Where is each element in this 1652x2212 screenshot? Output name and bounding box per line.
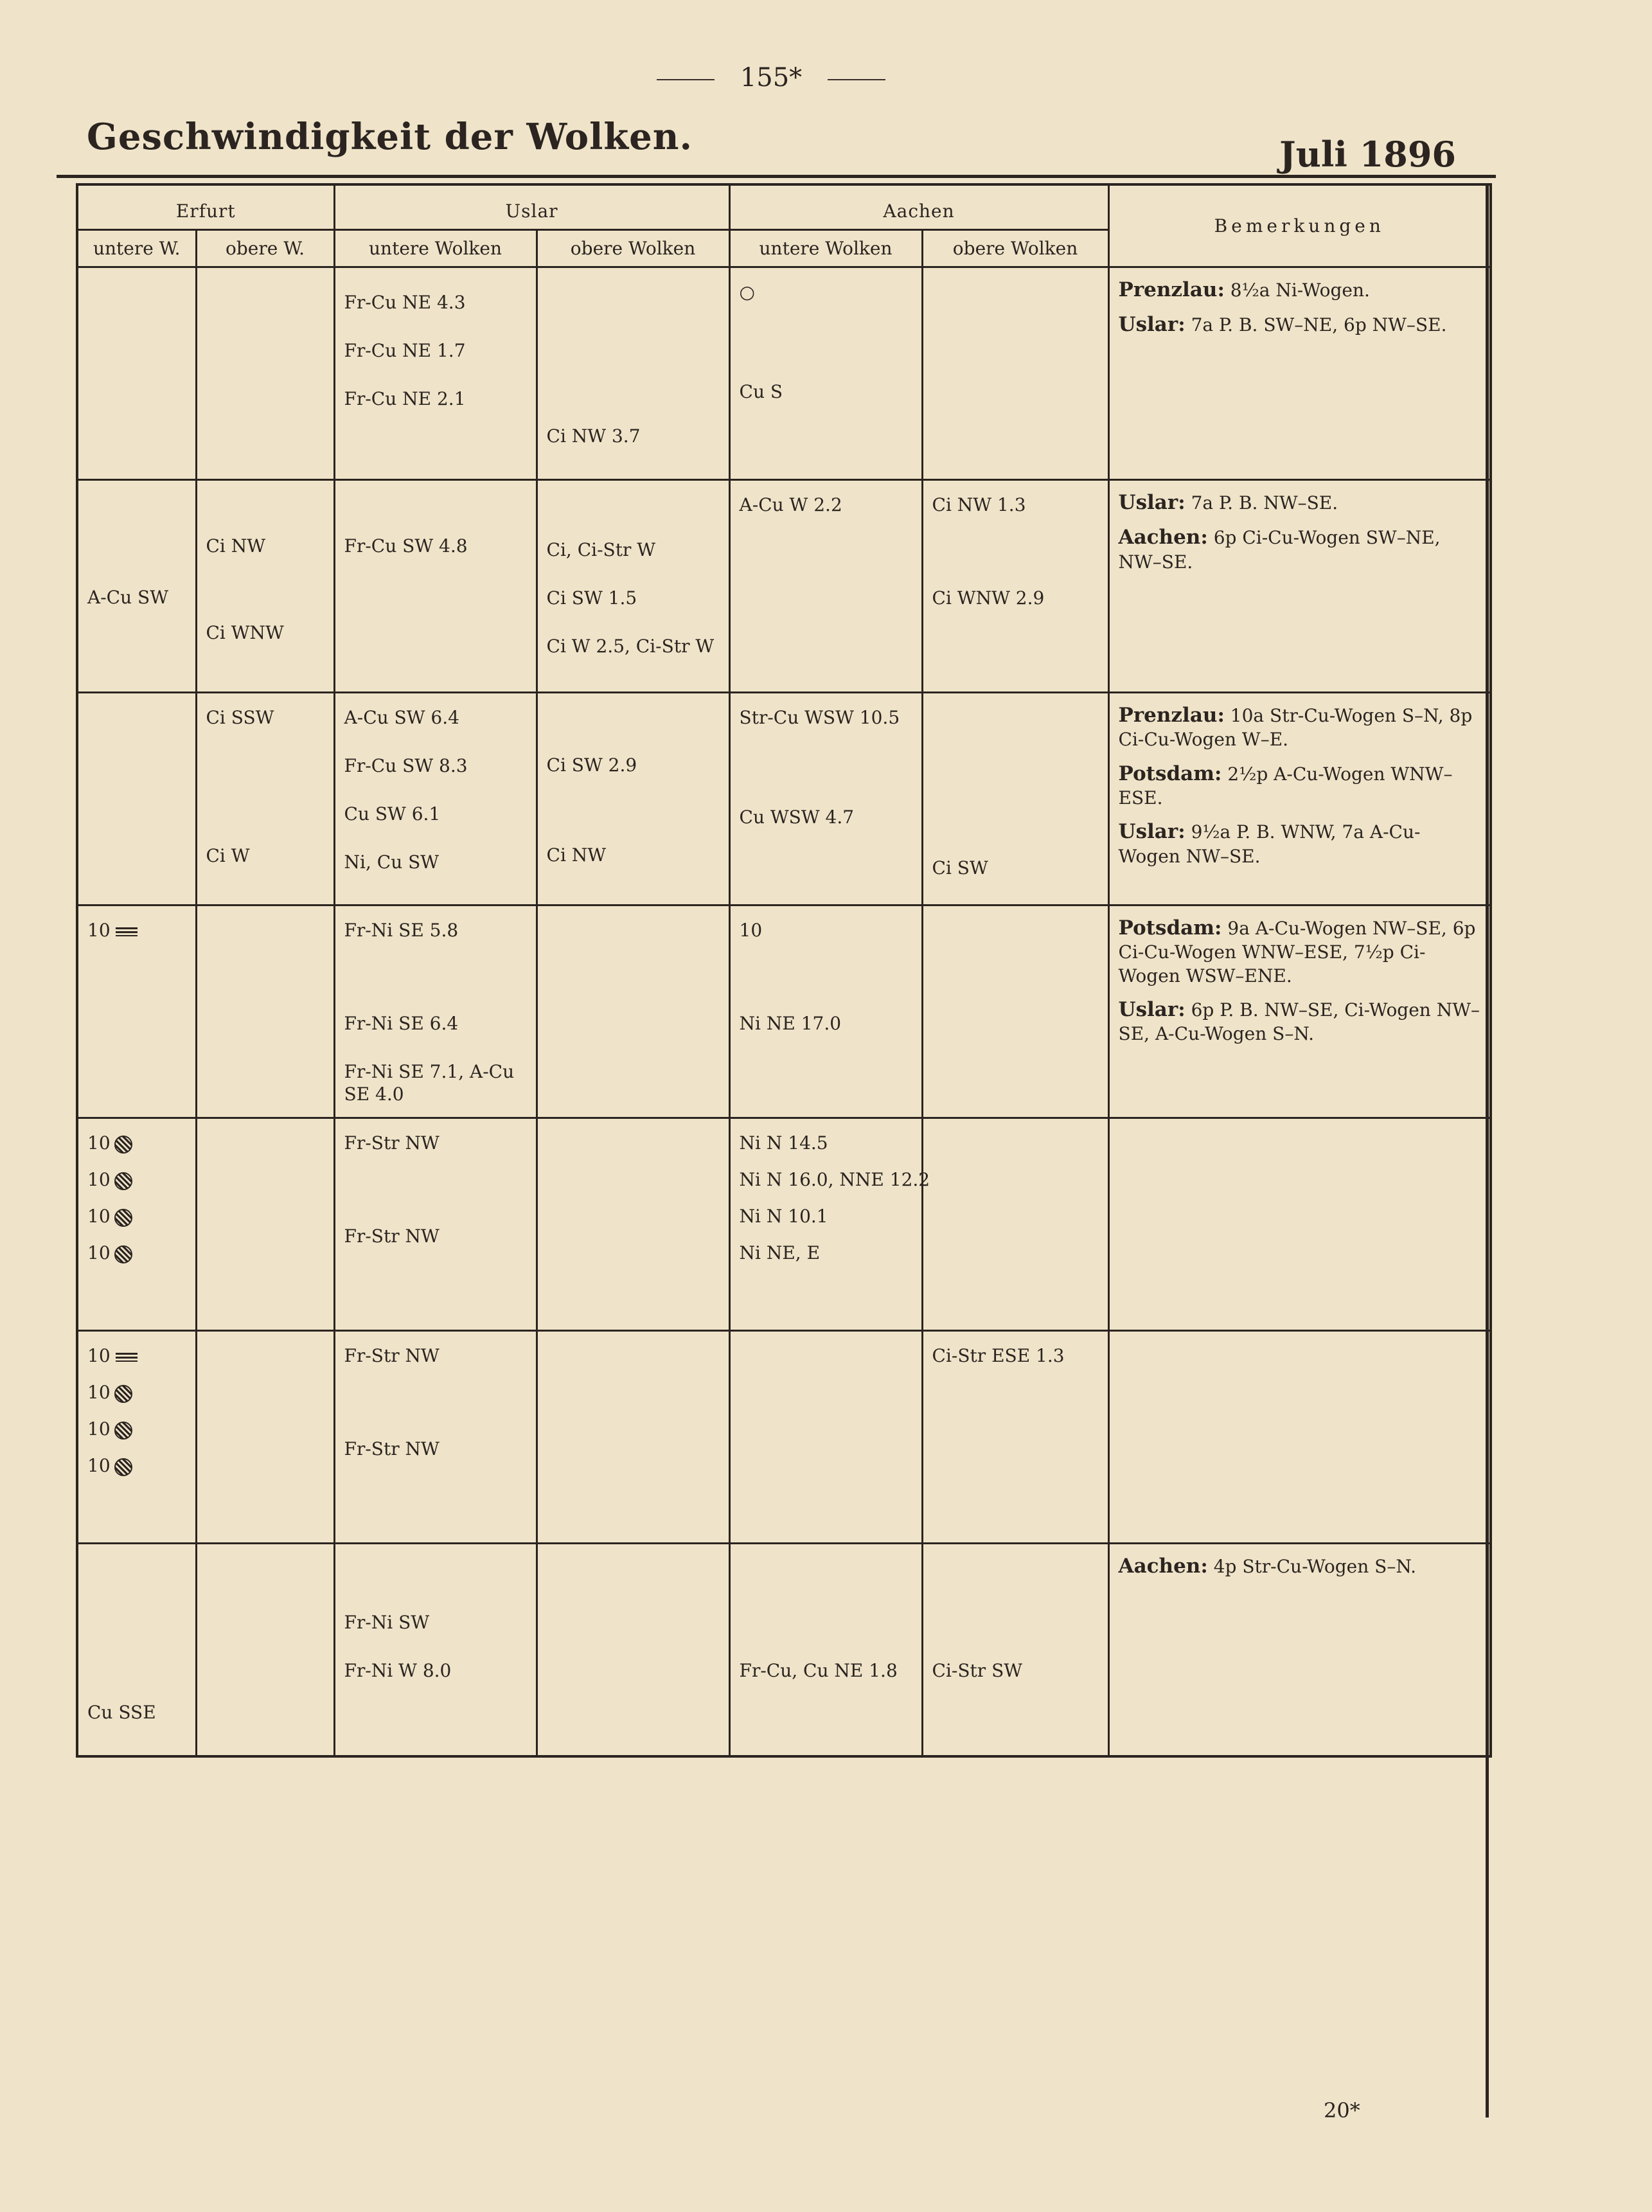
remark [1119,312,1481,337]
entry: Cu SW 6.1 [344,803,441,825]
cell-uslar-lower [334,267,537,480]
remark [1119,490,1481,515]
cell-erfurt-upper [196,1544,334,1757]
table-row [77,693,1491,905]
entry: Ci SW [932,857,988,879]
entry: Ni N 16.0, NNE 12.2 [739,1169,930,1190]
top-rule [57,175,1496,178]
cell-aachen-lower [729,905,922,1118]
cell-uslar-upper [537,480,729,693]
cell-erfurt-upper [196,693,334,905]
remark-place: Prenzlau: [1118,278,1225,301]
remark-text: 8½a Ni-Wogen. [1230,280,1370,301]
entry: Ci SW 1.5 [546,587,637,609]
rain-symbol-icon [114,1136,132,1154]
header-aachen: Aachen [729,184,1108,230]
cell-uslar-lower [334,1331,537,1544]
cell-aachen-lower [729,1544,922,1757]
remark-place: Aachen: [1118,1555,1208,1578]
cell-erfurt-lower [77,693,196,905]
entry-text: 10 [87,1455,111,1476]
dash-right [828,79,885,80]
entry: Fr-Cu, Cu NE 1.8 [739,1660,898,1681]
entry: Fr-Str NW [344,1132,440,1154]
cell-remarks [1108,1544,1491,1757]
entry: Fr-Str NW [344,1438,440,1459]
page-month: Juli 1896 [1279,134,1456,175]
remark-place: Uslar: [1118,998,1186,1022]
rain-symbol-icon [114,1172,132,1190]
entry [87,1132,186,1154]
cell-erfurt-lower [77,1331,196,1544]
header-uslar-upper: obere Wolken [537,230,729,267]
entry: Fr-Str NW [344,1345,440,1366]
cell-aachen-lower [729,1331,922,1544]
entry: Ci W 2.5, Ci-Str W [546,636,715,657]
cell-uslar-upper [537,1118,729,1331]
clouds-table [76,183,1492,1758]
cell-erfurt-lower [77,480,196,693]
entry-text: 10 [87,1132,111,1154]
entry [87,1205,186,1227]
cell-aachen-lower [729,1118,930,1331]
cell-uslar-lower [334,1544,537,1757]
cell-aachen-upper [922,905,1108,1118]
cell-remarks [1108,1118,1491,1331]
remark-text: 10a Str-Cu-Wogen S–N, 8p Ci-Cu-Wogen W–E. [1118,705,1473,751]
remark-place: Aachen: [1118,526,1208,549]
cell-erfurt-lower [77,1118,196,1331]
remark-text: 6p Ci-Cu-Wogen SW–NE, NW–SE. [1118,527,1441,573]
rain-symbol-icon [114,1209,132,1227]
cell-uslar-upper [537,693,729,905]
remark-place: Prenzlau: [1118,704,1225,727]
entry: Ci SW 2.9 [546,754,637,776]
entry: Ni, Cu SW [344,852,440,873]
entry: Ci-Str ESE 1.3 [932,1345,1065,1366]
footer-mark: 20* [1324,2098,1360,2123]
cell-erfurt-upper [196,267,334,480]
cell-aachen-lower [729,693,922,905]
entry: Ni NE, E [739,1242,821,1263]
cell-uslar-lower [334,693,537,905]
entry: Fr-Cu NE 2.1 [344,388,466,409]
cell-erfurt-lower [77,1544,196,1757]
cell-remarks [1108,905,1491,1118]
dash-left [657,79,715,80]
cell-aachen-upper [922,693,1108,905]
cell-remarks [1108,1331,1491,1544]
table-row [77,905,1491,1118]
entry: 10 [739,920,763,941]
entry-text: 10 [87,1169,111,1190]
remark-text: 6p P. B. NW–SE, Ci-Wogen NW–SE, A-Cu-Wogen S–N. [1118,999,1480,1045]
right-margin-rule [1486,183,1489,2118]
cell-uslar-lower [334,1118,537,1331]
remark [1119,761,1481,810]
entry: Fr-Ni SW [344,1612,430,1633]
remark-place: Uslar: [1118,491,1186,514]
table-row [77,267,1491,480]
remark-text: 9a A-Cu-Wogen NW–SE, 6p Ci-Cu-Wogen WNW–ESE, 7½p Ci-Wogen WSW–ENE. [1118,918,1476,986]
entry [87,1344,186,1367]
remark-place: Potsdam: [1118,762,1222,785]
entry: Fr-Str NW [344,1226,440,1247]
table-row [77,1544,1491,1757]
remark-text: 2½p A-Cu-Wogen WNW–ESE. [1118,763,1453,808]
entry: Fr-Cu SW 8.3 [344,755,468,776]
page-title: Geschwindigkeit der Wolken. [87,116,693,158]
cell-aachen-upper [922,480,1108,693]
cell-erfurt-lower [77,905,196,1118]
remark [1119,524,1481,574]
cell-erfurt-upper [196,905,334,1118]
cell-aachen-lower [729,267,922,480]
rain-symbol-icon [114,1458,132,1476]
remark [1119,702,1481,752]
entry-text: 10 [87,1206,111,1227]
entry: A-Cu W 2.2 [739,494,842,515]
entry: Fr-Ni SE 6.4 [344,1013,459,1034]
remark-place: Uslar: [1118,820,1186,844]
table-row [77,1118,1491,1331]
entry: Fr-Cu SW 4.8 [344,535,468,557]
cell-uslar-upper [537,1544,729,1757]
entry: Ci SSW [206,707,274,728]
entry: Cu S [739,381,783,402]
fog-symbol-icon [116,927,138,936]
header-remarks: Bemerkungen [1108,184,1491,267]
entry: A-Cu SW 6.4 [344,707,459,728]
remark [1119,1553,1481,1579]
entry: Cu WSW 4.7 [739,807,855,828]
cell-erfurt-upper [196,1118,334,1331]
entry [87,1454,186,1477]
rain-symbol-icon [114,1245,132,1263]
header-aachen-lower: untere Wolken [729,230,922,267]
cell-aachen-lower [729,480,922,693]
entry: Ci W [206,845,250,866]
entry: ○ [739,281,755,303]
cell-aachen-upper [922,1544,1108,1757]
cell-uslar-upper [537,1331,729,1544]
entry: Ni N 14.5 [739,1132,828,1154]
entry-text: 10 [87,1242,111,1263]
entry [87,1418,186,1440]
header-erfurt-lower: untere W. [77,230,196,267]
header-erfurt-upper: obere W. [196,230,334,267]
entry-text: 10 [87,1382,111,1403]
entry [87,1381,186,1404]
cell-aachen-upper [922,267,1108,480]
remark-text: 4p Str-Cu-Wogen S–N. [1213,1556,1416,1577]
entry: Fr-Cu NE 4.3 [344,292,466,313]
cell-uslar-lower [334,480,537,693]
rain-symbol-icon [114,1385,132,1403]
remark [1119,915,1481,988]
header-uslar-lower: untere Wolken [334,230,537,267]
remark-place: Potsdam: [1118,916,1222,940]
entry: Ci NW 3.7 [546,425,641,447]
fog-symbol-icon [116,1353,138,1362]
entry: Ci NW [546,844,607,866]
entry: Ni NE 17.0 [739,1013,842,1034]
cell-uslar-upper [537,267,729,480]
entry: Fr-Cu NE 1.7 [344,340,466,361]
page-number-text: 155* [740,63,803,93]
header-aachen-upper: obere Wolken [922,230,1108,267]
entry: Ci NW 1.3 [932,494,1026,515]
entry: Ci WNW [206,622,284,643]
cell-remarks [1108,480,1491,693]
cell-erfurt-upper [196,1331,334,1544]
cell-uslar-upper [537,905,729,1118]
entry [87,1168,186,1191]
rain-symbol-icon [114,1422,132,1440]
entry: Fr-Ni SE 5.8 [344,920,459,941]
entry: Ci-Str SW [932,1660,1023,1681]
entry: Cu SSE [87,1702,156,1723]
entry: Ci NW [206,535,266,557]
page-number [0,63,1542,93]
remark-place: Uslar: [1118,313,1186,337]
table-row [77,1331,1491,1544]
entry [87,1242,186,1264]
entry: Ni N 10.1 [739,1206,828,1227]
entry: Ci WNW 2.9 [932,587,1045,609]
remark [1119,819,1481,868]
cell-remarks [1108,693,1491,905]
entry: Fr-Ni SE 7.1, A-Cu SE 4.0 [344,1061,515,1105]
entry: Ci, Ci-Str W [546,539,656,560]
remark [1119,997,1481,1046]
cell-aachen-upper [922,1331,1108,1544]
remark-text: 7a P. B. SW–NE, 6p NW–SE. [1191,314,1447,336]
entry-text: 10 [87,1418,111,1440]
entry: A-Cu SW [87,587,168,608]
entry: Str-Cu WSW 10.5 [739,707,900,728]
entry: 10 [87,919,186,941]
cell-uslar-lower [334,905,537,1118]
remark [1119,277,1481,303]
remark-text: 9½a P. B. WNW, 7a A-Cu-Wogen NW–SE. [1118,821,1421,867]
entry: Fr-Ni W 8.0 [344,1660,452,1681]
cell-remarks [1108,267,1491,480]
remark-text: 7a P. B. NW–SE. [1191,492,1338,513]
cell-erfurt-upper [196,480,334,693]
cell-erfurt-lower [77,267,196,480]
header-uslar: Uslar [334,184,729,230]
header-erfurt: Erfurt [77,184,334,230]
table-row [77,480,1491,693]
entry-text: 10 [87,1345,111,1366]
cell-aachen-upper [922,1118,1108,1331]
